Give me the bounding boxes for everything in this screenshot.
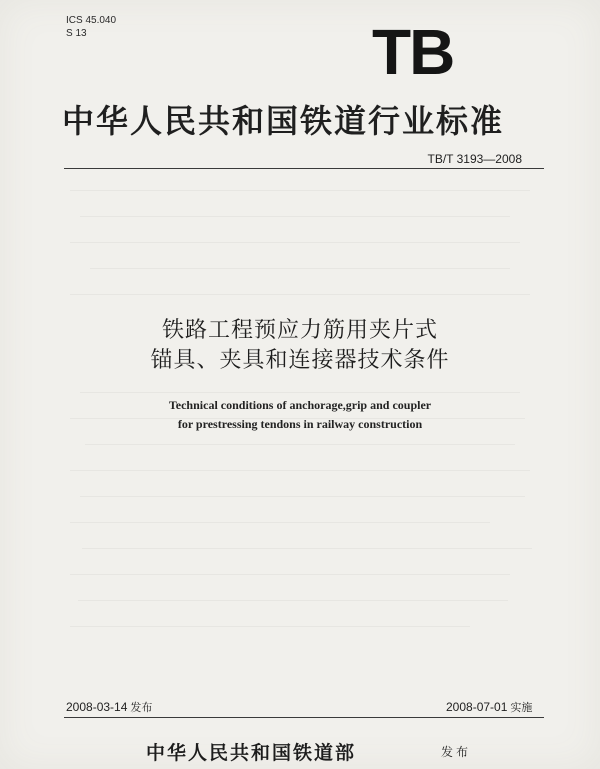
top-divider <box>64 168 544 169</box>
document-title-en-line2: for prestressing tendons in railway construction <box>177 417 423 431</box>
ics-code: ICS 45.040 <box>66 15 117 26</box>
publisher-name: 中华人民共和国铁道部 <box>146 742 357 764</box>
ccs-code: S 13 <box>66 28 87 39</box>
issue-date-label: 发布 <box>130 701 153 714</box>
publisher-suffix: 发布 <box>441 745 472 759</box>
bleed-through-texture <box>70 172 540 692</box>
implementation-date-label: 实施 <box>510 701 533 714</box>
document-title-cn-line1: 铁路工程预应力筋用夹片式 <box>161 318 438 343</box>
standard-number: TB/T 3193—2008 <box>427 152 522 166</box>
standard-category-title: 中华人民共和国铁道行业标准 <box>62 102 505 140</box>
implementation-date-value: 2008-07-01 <box>446 700 508 714</box>
bottom-divider <box>64 717 544 718</box>
implementation-date <box>446 699 532 715</box>
issue-date-value: 2008-03-14 <box>66 700 128 714</box>
tb-logo: TB <box>372 16 454 88</box>
document-title-en-line1: Technical conditions of anchorage,grip and coupler <box>168 398 432 412</box>
classification-block <box>66 14 116 40</box>
issue-date <box>66 699 152 715</box>
document-title-cn-line2: 锚具、夹具和连接器技术条件 <box>150 348 450 373</box>
